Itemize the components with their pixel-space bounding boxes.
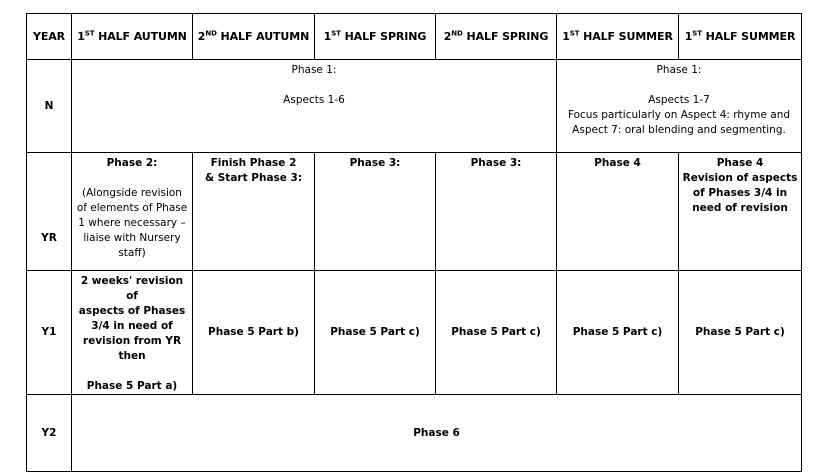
- year-label-yr: YR: [27, 153, 72, 271]
- header-1st-half-autumn: [72, 14, 193, 60]
- header-ordinal: 1: [323, 30, 332, 43]
- note-line: (Alongside revision: [82, 187, 182, 199]
- reception-1st-half-summer-cell: Phase 4: [557, 153, 679, 271]
- y1-1st-half-spring-cell: Phase 5 Part c): [315, 271, 436, 395]
- cell-line: then: [118, 350, 146, 362]
- header-ordinal-suffix: ST: [692, 29, 702, 38]
- header-1st-half-spring: [315, 14, 436, 60]
- header-term: HALF SUMMER: [579, 30, 673, 43]
- header-ordinal: 2: [443, 30, 452, 43]
- header-term: HALF SPRING: [340, 30, 427, 43]
- year-label-y2: Y2: [27, 395, 72, 472]
- cell-line: Phase 5 Part a): [86, 380, 178, 392]
- y1-1st-half-summer-cell: Phase 5 Part c): [557, 271, 679, 395]
- y1-2nd-half-spring-cell: Phase 5 Part c): [436, 271, 557, 395]
- note-line: 1 where necessary –: [78, 217, 186, 229]
- focus-text-line-1: Focus particularly on Aspect 4: rhyme and: [567, 109, 791, 121]
- header-ordinal-suffix: ST: [84, 29, 95, 38]
- header-2nd-half-spring: [436, 14, 557, 60]
- header-ordinal: 1: [684, 30, 693, 43]
- reception-2nd-half-summer-cell: [679, 153, 802, 271]
- nursery-summer-cell: [557, 60, 802, 153]
- cell-line: need of revision: [692, 202, 788, 214]
- phase-label: Phase 2:: [106, 157, 158, 169]
- cell-line: aspects of Phases: [78, 305, 186, 317]
- header-ordinal: 2: [197, 30, 206, 43]
- reception-1st-half-spring-cell: Phase 3:: [315, 153, 436, 271]
- y1-1st-half-autumn-cell: [72, 271, 193, 395]
- nursery-autumn-spring-cell: [72, 60, 557, 153]
- y2-all-terms-cell: Phase 6: [72, 395, 802, 472]
- header-term: HALF AUTUMN: [94, 30, 187, 43]
- aspects-text: Aspects 1-6: [283, 94, 345, 106]
- aspects-text: Aspects 1-7: [648, 94, 710, 106]
- row-reception: [27, 153, 802, 271]
- header-ordinal: 1: [77, 30, 85, 43]
- header-row: [27, 14, 802, 60]
- cell-line: 2 weeks' revision of: [80, 275, 184, 302]
- reception-2nd-half-autumn-cell: [193, 153, 315, 271]
- note-line: liaise with Nursery: [83, 232, 181, 244]
- cell-line: Revision of aspects: [682, 172, 798, 184]
- row-year-1: [27, 271, 802, 395]
- y1-2nd-half-autumn-cell: Phase 5 Part b): [193, 271, 315, 395]
- cell-line: of Phases 3/4 in: [692, 187, 788, 199]
- header-ordinal-suffix: ST: [331, 29, 341, 38]
- focus-text-line-2: Aspect 7: oral blending and segmenting.: [572, 124, 786, 136]
- header-term: HALF SPRING: [462, 30, 549, 43]
- header-ordinal-suffix: ST: [569, 29, 580, 38]
- year-label-n: N: [27, 60, 72, 153]
- note-line: staff): [118, 247, 146, 259]
- header-term: HALF AUTUMN: [216, 30, 310, 43]
- header-ordinal-suffix: ND: [451, 29, 463, 38]
- row-year-2: [27, 395, 802, 472]
- header-ordinal: 1: [562, 30, 570, 43]
- header-ordinal-suffix: ND: [205, 29, 217, 38]
- cell-line: revision from YR: [82, 335, 182, 347]
- cell-line: Finish Phase 2: [210, 157, 297, 169]
- phase-label: Phase 1:: [291, 64, 337, 76]
- phonics-plan-table: [26, 13, 802, 472]
- cell-line: 3/4 in need of: [91, 320, 173, 332]
- reception-2nd-half-spring-cell: Phase 3:: [436, 153, 557, 271]
- row-nursery: [27, 60, 802, 153]
- header-1st-half-summer: [557, 14, 679, 60]
- cell-line: & Start Phase 3:: [204, 172, 303, 184]
- phase-label: Phase 1:: [656, 64, 702, 76]
- header-term: HALF SUMMER: [701, 30, 796, 43]
- header-year: YEAR: [27, 14, 72, 60]
- year-label-y1: Y1: [27, 271, 72, 395]
- reception-1st-half-autumn-cell: [72, 153, 193, 271]
- y1-2nd-half-summer-cell: Phase 5 Part c): [679, 271, 802, 395]
- header-2nd-half-autumn: [193, 14, 315, 60]
- cell-line: Phase 4: [716, 157, 764, 169]
- note-line: of elements of Phase: [76, 202, 188, 214]
- header-1st-half-summer-2: [679, 14, 802, 60]
